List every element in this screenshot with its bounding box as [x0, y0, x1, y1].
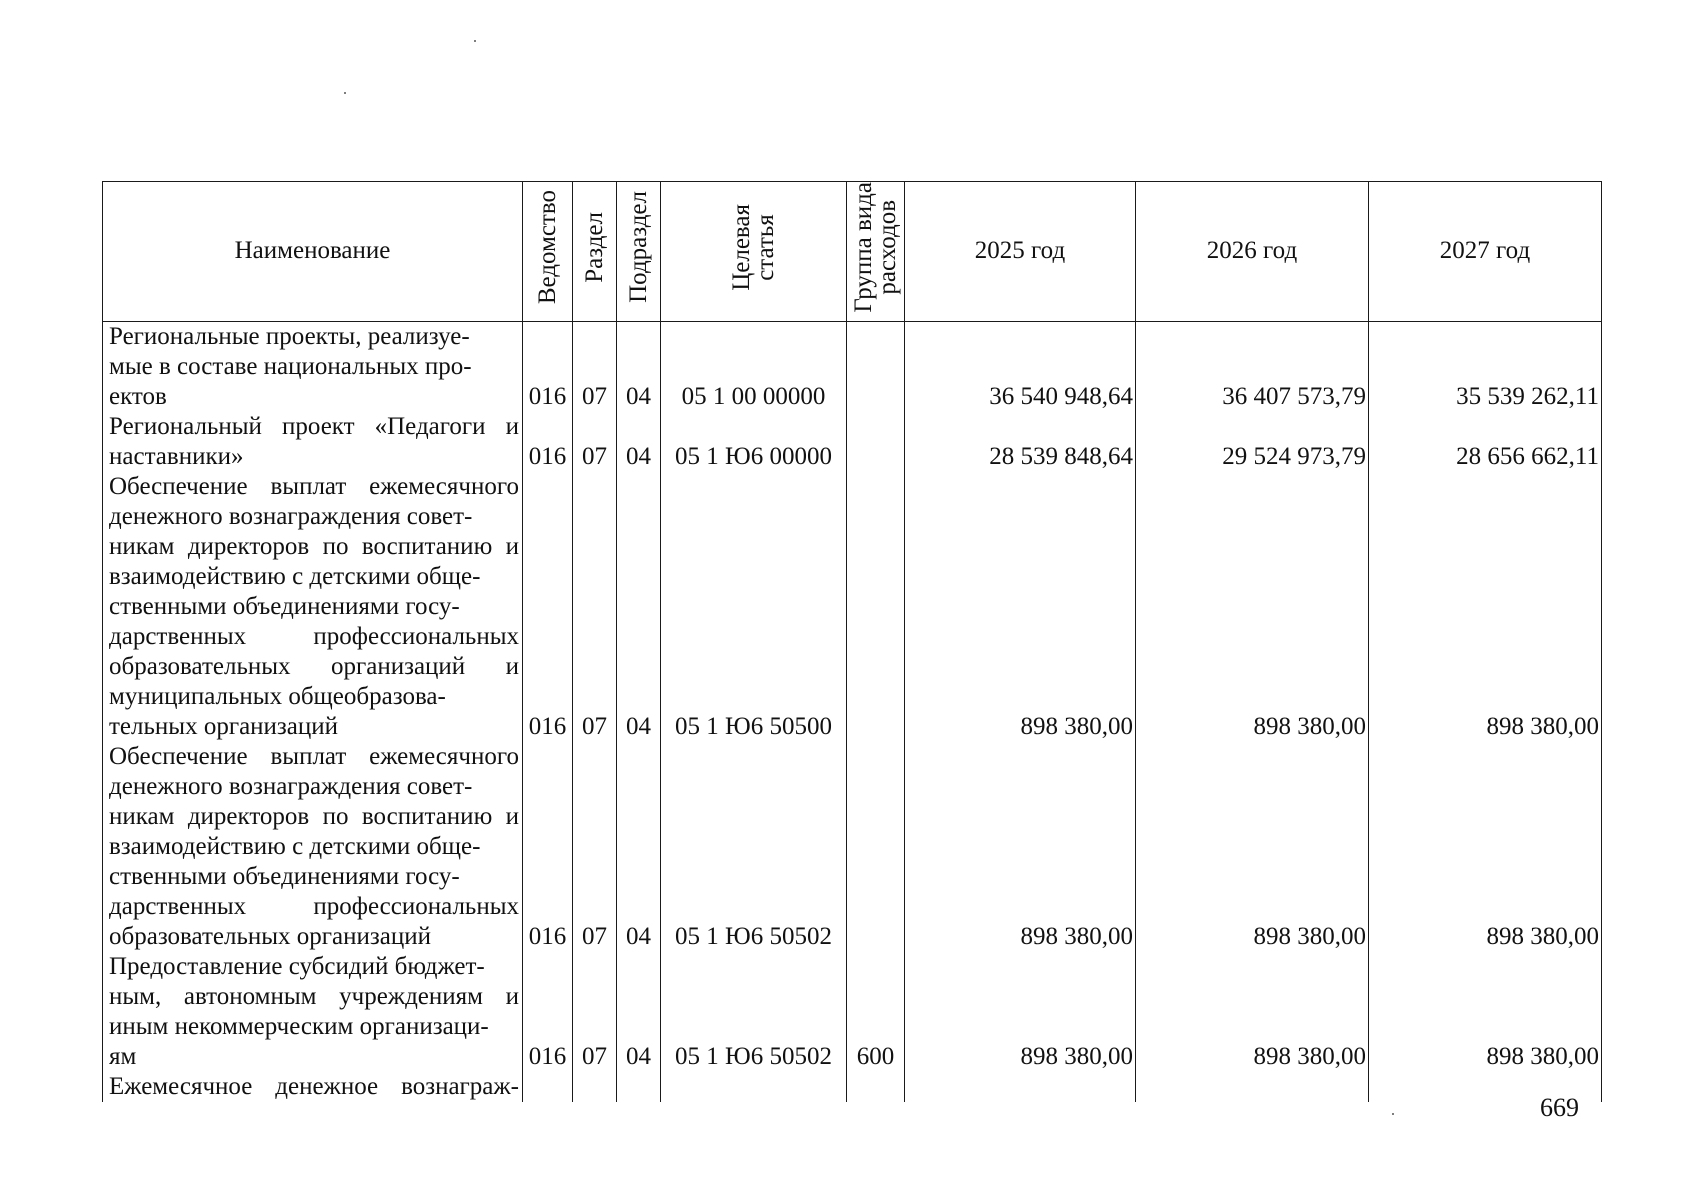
- row-expense-group: [847, 1072, 905, 1102]
- row-subsection: 04: [617, 742, 661, 952]
- row-expense-group: [847, 472, 905, 742]
- header-subsection: Подраздел: [617, 182, 661, 322]
- row-section: 07: [573, 321, 617, 412]
- table-row: [103, 742, 1602, 952]
- row-amount-2027: 28 656 662,11: [1369, 412, 1602, 472]
- scan-speck: [474, 40, 476, 42]
- row-subsection: [617, 1072, 661, 1102]
- row-department: 016: [523, 952, 573, 1072]
- row-section: [573, 1072, 617, 1102]
- row-expense-group: [847, 742, 905, 952]
- header-row: [103, 182, 1602, 322]
- row-name: Региональные проекты, реализуе- мые в составе национальных про- ектов: [103, 321, 523, 412]
- table-row: [103, 321, 1602, 412]
- row-department: [523, 1072, 573, 1102]
- header-2027: 2027 год: [1369, 182, 1602, 322]
- row-department: 016: [523, 412, 573, 472]
- row-target-article: 05 1 Ю6 50502: [661, 952, 847, 1072]
- row-target-article: 05 1 Ю6 00000: [661, 412, 847, 472]
- row-target-article: 05 1 Ю6 50500: [661, 472, 847, 742]
- table-row: [103, 1072, 1602, 1102]
- budget-table: [102, 181, 1602, 1102]
- header-section: Раздел: [573, 182, 617, 322]
- row-target-article: [661, 1072, 847, 1102]
- table-row: [103, 412, 1602, 472]
- row-amount-2026: 29 524 973,79: [1136, 412, 1369, 472]
- row-target-article: 05 1 Ю6 50502: [661, 742, 847, 952]
- row-subsection: 04: [617, 952, 661, 1072]
- row-name: Региональный проект «Педагоги и наставники»: [103, 412, 523, 472]
- header-expense-group: Группа вида расходов: [847, 182, 905, 322]
- row-amount-2027: 35 539 262,11: [1369, 321, 1602, 412]
- header-name: Наименование: [103, 182, 523, 322]
- row-subsection: 04: [617, 412, 661, 472]
- page-number: 669: [1540, 1093, 1579, 1122]
- row-expense-group: [847, 412, 905, 472]
- header-2026: 2026 год: [1136, 182, 1369, 322]
- row-section: 07: [573, 472, 617, 742]
- row-amount-2027: 898 380,00: [1369, 952, 1602, 1072]
- header-target-article: Целевая статья: [661, 182, 847, 322]
- header-2025: 2025 год: [905, 182, 1136, 322]
- row-amount-2025: 898 380,00: [905, 952, 1136, 1072]
- row-target-article: 05 1 00 00000: [661, 321, 847, 412]
- table-row: [103, 472, 1602, 742]
- table-row: [103, 952, 1602, 1072]
- row-amount-2026: 36 407 573,79: [1136, 321, 1369, 412]
- row-name: Ежемесячное денежное вознаграж-: [103, 1072, 523, 1102]
- row-amount-2025: 36 540 948,64: [905, 321, 1136, 412]
- row-amount-2025: 28 539 848,64: [905, 412, 1136, 472]
- row-amount-2026: [1136, 1072, 1369, 1102]
- row-name: Обеспечение выплат ежемесячного денежного вознаграждения совет- никам директоров по воспитанию и взаимодействию с детскими обще- ственными объединениями госу- дарственных профессиональных образовательных организаций: [103, 742, 523, 952]
- row-subsection: 04: [617, 472, 661, 742]
- row-amount-2026: 898 380,00: [1136, 742, 1369, 952]
- row-expense-group: 600: [847, 952, 905, 1072]
- row-department: 016: [523, 742, 573, 952]
- header-department: Ведомство: [523, 182, 573, 322]
- scan-speck: [344, 92, 346, 94]
- row-amount-2025: 898 380,00: [905, 472, 1136, 742]
- row-department: 016: [523, 321, 573, 412]
- row-section: 07: [573, 952, 617, 1072]
- row-section: 07: [573, 412, 617, 472]
- row-name: Обеспечение выплат ежемесячного денежного вознаграждения совет- никам директоров по воспитанию и взаимодействию с детскими обще- ственными объединениями госу- дарственных профессиональных образовательных организаций и муниципальных общеобразова- тельных организаций: [103, 472, 523, 742]
- row-section: 07: [573, 742, 617, 952]
- row-amount-2025: [905, 1072, 1136, 1102]
- row-expense-group: [847, 321, 905, 412]
- row-amount-2025: 898 380,00: [905, 742, 1136, 952]
- row-amount-2026: 898 380,00: [1136, 472, 1369, 742]
- scan-speck: [1392, 1113, 1394, 1115]
- row-department: 016: [523, 472, 573, 742]
- row-amount-2027: 898 380,00: [1369, 472, 1602, 742]
- row-amount-2026: 898 380,00: [1136, 952, 1369, 1072]
- row-amount-2027: 898 380,00: [1369, 742, 1602, 952]
- row-subsection: 04: [617, 321, 661, 412]
- row-name: Предоставление субсидий бюджет- ным, автономным учреждениям и иным некоммерческим организаци- ям: [103, 952, 523, 1072]
